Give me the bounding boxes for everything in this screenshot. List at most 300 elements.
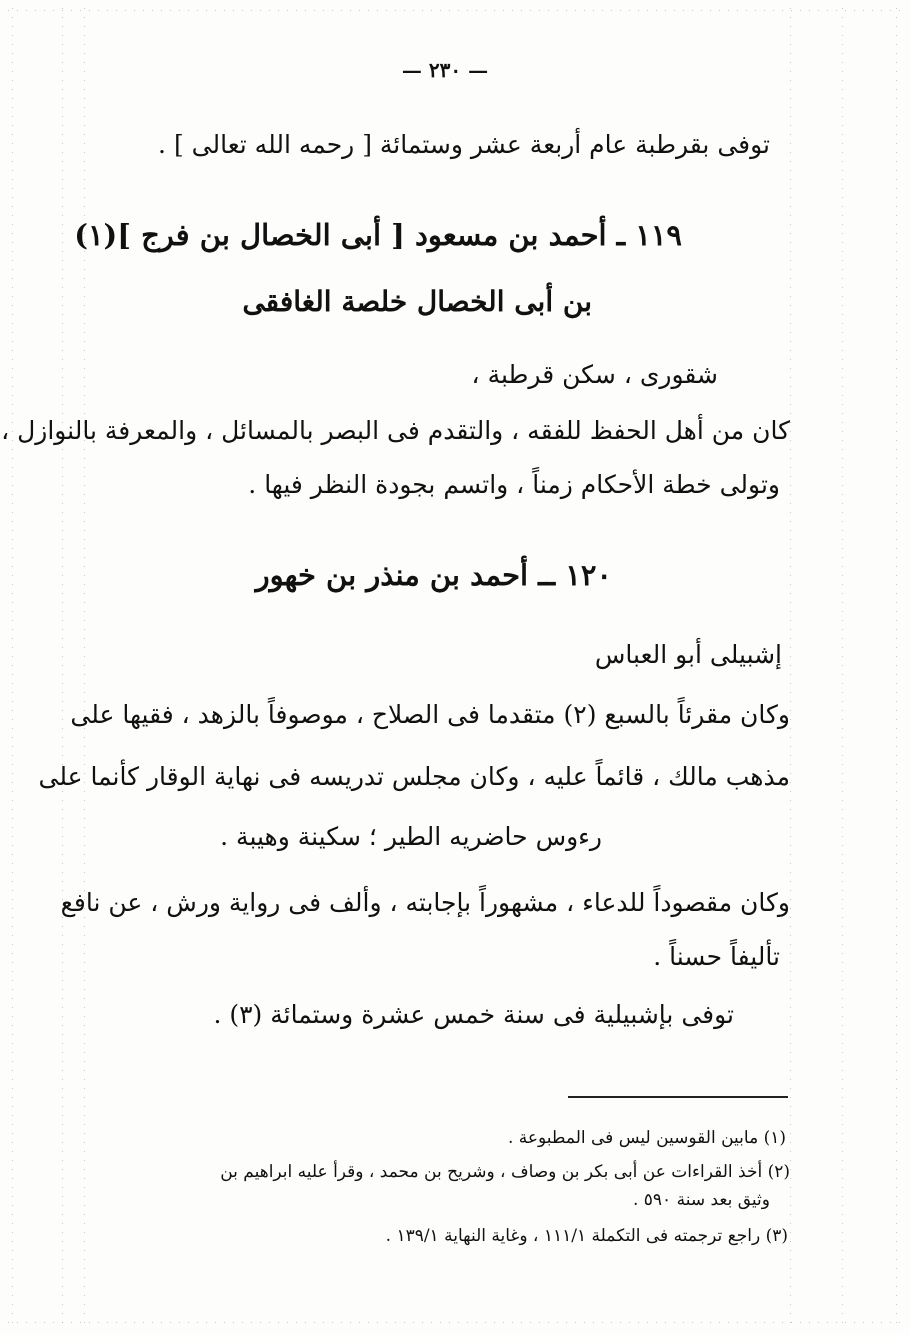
scan-speckle — [62, 1277, 63, 1278]
scan-speckle — [12, 287, 13, 288]
scan-speckle — [896, 845, 897, 846]
scan-speckle — [896, 1232, 897, 1233]
scan-speckle — [790, 1241, 791, 1242]
scan-speckle — [790, 1286, 791, 1287]
scan-speckle — [84, 269, 85, 270]
scan-speckle — [12, 701, 13, 702]
scan-speckle — [896, 386, 897, 387]
scan-speckle — [896, 260, 897, 261]
scan-speckle — [62, 998, 63, 999]
scan-speckle — [896, 71, 897, 72]
scan-speckle — [377, 10, 378, 11]
scan-speckle — [12, 485, 13, 486]
scan-speckle — [242, 10, 243, 11]
scan-speckle — [790, 746, 791, 747]
scan-speckle — [842, 62, 843, 63]
scan-speckle — [790, 287, 791, 288]
scan-speckle — [84, 791, 85, 792]
scan-speckle — [548, 1322, 549, 1323]
scan-speckle — [62, 548, 63, 549]
scan-speckle — [12, 1106, 13, 1107]
scan-speckle — [790, 593, 791, 594]
scan-speckle — [790, 179, 791, 180]
scan-speckle — [790, 800, 791, 801]
scan-speckle — [800, 10, 801, 11]
scan-speckle — [84, 179, 85, 180]
scan-speckle — [179, 10, 180, 11]
scan-speckle — [12, 557, 13, 558]
scan-speckle — [790, 314, 791, 315]
scan-speckle — [341, 1322, 342, 1323]
scan-speckle — [842, 449, 843, 450]
scan-speckle — [790, 1250, 791, 1251]
scan-speckle — [842, 908, 843, 909]
scan-speckle — [896, 8, 897, 9]
scan-speckle — [842, 1196, 843, 1197]
scan-speckle — [12, 1286, 13, 1287]
scan-speckle — [790, 1160, 791, 1161]
scan-speckle — [80, 1322, 81, 1323]
scan-speckle — [842, 1115, 843, 1116]
scan-speckle — [107, 10, 108, 11]
scan-speckle — [842, 8, 843, 9]
scan-speckle — [84, 1007, 85, 1008]
scan-speckle — [773, 10, 774, 11]
scan-speckle — [84, 593, 85, 594]
scan-speckle — [12, 1115, 13, 1116]
scan-speckle — [842, 260, 843, 261]
scan-speckle — [896, 728, 897, 729]
scan-speckle — [896, 1223, 897, 1224]
scan-speckle — [896, 647, 897, 648]
scan-speckle — [62, 368, 63, 369]
scan-speckle — [84, 377, 85, 378]
scan-speckle — [896, 881, 897, 882]
scan-speckle — [842, 98, 843, 99]
scan-speckle — [790, 350, 791, 351]
scan-speckle — [62, 1052, 63, 1053]
scan-speckle — [842, 809, 843, 810]
scan-speckle — [215, 10, 216, 11]
scan-speckle — [62, 10, 63, 11]
scan-speckle — [842, 1205, 843, 1206]
scan-speckle — [12, 224, 13, 225]
scan-speckle — [84, 80, 85, 81]
scan-speckle — [503, 1322, 504, 1323]
scan-speckle — [17, 1322, 18, 1323]
scan-speckle — [842, 386, 843, 387]
scan-speckle — [84, 494, 85, 495]
scan-speckle — [593, 1322, 594, 1323]
scan-speckle — [896, 1142, 897, 1143]
scan-speckle — [12, 107, 13, 108]
scan-speckle — [790, 584, 791, 585]
scan-speckle — [84, 206, 85, 207]
scan-speckle — [896, 1079, 897, 1080]
scan-speckle — [842, 701, 843, 702]
scan-speckle — [278, 10, 279, 11]
scan-speckle — [896, 1277, 897, 1278]
scan-speckle — [790, 26, 791, 27]
scan-speckle — [84, 89, 85, 90]
scan-speckle — [84, 881, 85, 882]
scan-speckle — [98, 1322, 99, 1323]
scan-speckle — [12, 719, 13, 720]
scan-speckle — [842, 323, 843, 324]
scan-speckle — [12, 1061, 13, 1062]
scan-speckle — [790, 206, 791, 207]
scan-speckle — [896, 512, 897, 513]
scan-speckle — [896, 98, 897, 99]
scan-speckle — [84, 476, 85, 477]
scan-speckle — [896, 629, 897, 630]
scan-speckle — [8, 1322, 9, 1323]
scan-speckle — [12, 1016, 13, 1017]
scan-speckle — [842, 1088, 843, 1089]
scan-speckle — [842, 1259, 843, 1260]
scan-speckle — [842, 413, 843, 414]
scan-speckle — [84, 1070, 85, 1071]
scan-speckle — [790, 494, 791, 495]
scan-speckle — [84, 1295, 85, 1296]
scan-speckle — [84, 26, 85, 27]
scan-speckle — [62, 647, 63, 648]
scan-speckle — [84, 1142, 85, 1143]
scan-speckle — [53, 10, 54, 11]
scan-speckle — [790, 620, 791, 621]
scan-speckle — [12, 629, 13, 630]
scan-speckle — [818, 10, 819, 11]
scan-speckle — [842, 296, 843, 297]
scan-speckle — [12, 836, 13, 837]
scan-speckle — [896, 719, 897, 720]
scan-speckle — [62, 449, 63, 450]
scan-speckle — [842, 1142, 843, 1143]
scan-speckle — [773, 1322, 774, 1323]
scan-speckle — [62, 1322, 63, 1323]
scan-speckle — [790, 215, 791, 216]
scan-speckle — [790, 431, 791, 432]
scan-speckle — [12, 944, 13, 945]
scan-speckle — [62, 881, 63, 882]
scan-speckle — [62, 620, 63, 621]
scan-speckle — [476, 10, 477, 11]
scan-speckle — [896, 746, 897, 747]
scan-speckle — [62, 1241, 63, 1242]
scan-speckle — [62, 944, 63, 945]
scan-speckle — [413, 10, 414, 11]
scan-speckle — [842, 872, 843, 873]
scan-speckle — [790, 1025, 791, 1026]
scan-speckle — [842, 602, 843, 603]
scan-speckle — [790, 701, 791, 702]
scan-speckle — [12, 89, 13, 90]
scan-speckle — [790, 44, 791, 45]
scan-speckle — [842, 44, 843, 45]
scan-speckle — [12, 782, 13, 783]
scan-speckle — [449, 10, 450, 11]
scan-speckle — [84, 1106, 85, 1107]
scan-speckle — [790, 692, 791, 693]
scan-speckle — [896, 404, 897, 405]
scan-speckle — [84, 512, 85, 513]
scan-speckle — [84, 1268, 85, 1269]
scan-speckle — [790, 332, 791, 333]
scan-speckle — [790, 35, 791, 36]
scan-speckle — [314, 1322, 315, 1323]
scan-speckle — [842, 512, 843, 513]
scan-speckle — [12, 80, 13, 81]
scan-speckle — [539, 10, 540, 11]
scan-speckle — [791, 1322, 792, 1323]
scan-speckle — [896, 710, 897, 711]
scan-speckle — [790, 1115, 791, 1116]
scan-speckle — [287, 10, 288, 11]
scan-speckle — [84, 458, 85, 459]
scan-speckle — [12, 1124, 13, 1125]
scan-speckle — [896, 17, 897, 18]
scan-speckle — [790, 1214, 791, 1215]
scan-speckle — [602, 1322, 603, 1323]
scan-speckle — [260, 1322, 261, 1323]
scan-speckle — [896, 1304, 897, 1305]
scan-speckle — [683, 10, 684, 11]
scan-speckle — [84, 1160, 85, 1161]
scan-speckle — [62, 1187, 63, 1188]
scan-speckle — [842, 1079, 843, 1080]
scan-speckle — [842, 629, 843, 630]
scan-speckle — [62, 485, 63, 486]
scan-speckle — [62, 728, 63, 729]
scan-speckle — [896, 782, 897, 783]
scan-speckle — [62, 1142, 63, 1143]
scan-speckle — [842, 836, 843, 837]
scan-speckle — [842, 1241, 843, 1242]
scan-speckle — [790, 422, 791, 423]
scan-speckle — [62, 107, 63, 108]
scan-speckle — [12, 1052, 13, 1053]
scan-speckle — [62, 305, 63, 306]
scan-speckle — [737, 10, 738, 11]
scan-speckle — [790, 305, 791, 306]
scan-speckle — [842, 539, 843, 540]
scan-speckle — [359, 1322, 360, 1323]
scan-speckle — [896, 278, 897, 279]
scan-speckle — [790, 935, 791, 936]
scan-speckle — [896, 80, 897, 81]
scan-speckle — [790, 188, 791, 189]
scan-speckle — [224, 1322, 225, 1323]
scan-speckle — [896, 674, 897, 675]
scan-speckle — [84, 818, 85, 819]
scan-speckle — [896, 656, 897, 657]
scan-speckle — [896, 1160, 897, 1161]
scan-speckle — [896, 1268, 897, 1269]
scan-speckle — [62, 602, 63, 603]
scan-speckle — [896, 188, 897, 189]
scan-speckle — [12, 872, 13, 873]
scan-speckle — [12, 44, 13, 45]
scan-speckle — [62, 62, 63, 63]
scan-speckle — [790, 773, 791, 774]
scan-speckle — [84, 629, 85, 630]
scan-speckle — [62, 1295, 63, 1296]
scan-speckle — [842, 944, 843, 945]
scan-speckle — [842, 476, 843, 477]
scan-speckle — [629, 1322, 630, 1323]
scan-speckle — [422, 1322, 423, 1323]
scan-speckle — [896, 1043, 897, 1044]
scan-speckle — [896, 305, 897, 306]
scan-speckle — [152, 10, 153, 11]
scan-speckle — [12, 1034, 13, 1035]
scan-speckle — [161, 10, 162, 11]
scan-speckle — [620, 1322, 621, 1323]
scan-speckle — [12, 665, 13, 666]
scan-speckle — [790, 1043, 791, 1044]
scan-speckle — [896, 1151, 897, 1152]
scan-speckle — [84, 1124, 85, 1125]
scan-speckle — [842, 665, 843, 666]
scan-speckle — [842, 800, 843, 801]
scan-speckle — [611, 10, 612, 11]
scan-speckle — [896, 1169, 897, 1170]
scan-speckle — [896, 971, 897, 972]
scan-speckle — [842, 1052, 843, 1053]
scan-speckle — [35, 10, 36, 11]
scan-speckle — [84, 44, 85, 45]
scan-speckle — [62, 989, 63, 990]
scan-speckle — [896, 224, 897, 225]
scan-speckle — [62, 359, 63, 360]
scan-speckle — [12, 404, 13, 405]
scan-speckle — [896, 620, 897, 621]
scan-speckle — [62, 683, 63, 684]
scan-speckle — [12, 278, 13, 279]
scan-speckle — [12, 1205, 13, 1206]
scan-speckle — [62, 1214, 63, 1215]
scan-speckle — [12, 1313, 13, 1314]
scan-speckle — [170, 1322, 171, 1323]
scan-speckle — [896, 107, 897, 108]
scan-speckle — [842, 431, 843, 432]
scan-speckle — [842, 143, 843, 144]
scan-speckle — [512, 10, 513, 11]
scan-speckle — [84, 521, 85, 522]
scan-speckle — [842, 1169, 843, 1170]
scan-speckle — [62, 179, 63, 180]
scan-speckle — [197, 10, 198, 11]
scan-speckle — [62, 1313, 63, 1314]
scan-speckle — [84, 854, 85, 855]
scan-speckle — [62, 458, 63, 459]
scan-speckle — [12, 476, 13, 477]
scan-speckle — [896, 575, 897, 576]
page-number: — ٢٣٠ — — [401, 58, 489, 82]
scan-speckle — [62, 701, 63, 702]
scan-speckle — [790, 647, 791, 648]
scan-speckle — [62, 1043, 63, 1044]
scan-speckle — [84, 1187, 85, 1188]
scan-speckle — [790, 134, 791, 135]
scan-speckle — [530, 1322, 531, 1323]
scan-speckle — [842, 1061, 843, 1062]
scan-speckle — [896, 1187, 897, 1188]
scan-speckle — [790, 548, 791, 549]
scan-speckle — [332, 10, 333, 11]
scan-speckle — [896, 485, 897, 486]
scan-speckle — [842, 395, 843, 396]
scan-speckle — [674, 10, 675, 11]
scan-speckle — [842, 179, 843, 180]
scan-speckle — [790, 440, 791, 441]
scan-speckle — [251, 1322, 252, 1323]
scan-speckle — [12, 350, 13, 351]
scan-speckle — [84, 485, 85, 486]
scan-speckle — [84, 125, 85, 126]
scan-speckle — [84, 1304, 85, 1305]
scan-speckle — [296, 10, 297, 11]
scan-speckle — [84, 395, 85, 396]
scan-speckle — [842, 350, 843, 351]
scan-speckle — [84, 674, 85, 675]
footnote-3: (٣) راجع ترجمته فى التكملة ١١١/١ ، وغاية النهاية ١٣٩/١ . — [385, 1226, 788, 1246]
scan-speckle — [84, 665, 85, 666]
scan-speckle — [179, 1322, 180, 1323]
scan-speckle — [790, 602, 791, 603]
scan-speckle — [896, 764, 897, 765]
scan-speckle — [701, 10, 702, 11]
scan-speckle — [62, 233, 63, 234]
scan-speckle — [12, 503, 13, 504]
scan-speckle — [62, 827, 63, 828]
scan-speckle — [12, 386, 13, 387]
scan-speckle — [790, 665, 791, 666]
scan-speckle — [84, 1286, 85, 1287]
scan-speckle — [842, 26, 843, 27]
scan-speckle — [790, 611, 791, 612]
scan-speckle — [896, 467, 897, 468]
scan-speckle — [896, 1133, 897, 1134]
scan-speckle — [368, 10, 369, 11]
scan-speckle — [84, 1061, 85, 1062]
scan-speckle — [84, 692, 85, 693]
scan-speckle — [896, 251, 897, 252]
scan-speckle — [790, 1187, 791, 1188]
scan-speckle — [842, 107, 843, 108]
scan-speckle — [12, 1169, 13, 1170]
scan-speckle — [647, 1322, 648, 1323]
scan-speckle — [62, 692, 63, 693]
scan-speckle — [26, 10, 27, 11]
scan-speckle — [12, 215, 13, 216]
scan-speckle — [84, 350, 85, 351]
scan-speckle — [467, 10, 468, 11]
scan-speckle — [84, 1178, 85, 1179]
scan-speckle — [62, 539, 63, 540]
scan-speckle — [62, 593, 63, 594]
scan-speckle — [790, 539, 791, 540]
scan-speckle — [431, 1322, 432, 1323]
scan-speckle — [12, 1079, 13, 1080]
scan-speckle — [790, 125, 791, 126]
scan-speckle — [12, 530, 13, 531]
scan-speckle — [728, 1322, 729, 1323]
entry-120-heading: ١٢٠ ــ أحمد بن منذر بن خهور — [255, 558, 612, 592]
scan-speckle — [896, 692, 897, 693]
scan-speckle — [790, 377, 791, 378]
scan-speckle — [593, 10, 594, 11]
